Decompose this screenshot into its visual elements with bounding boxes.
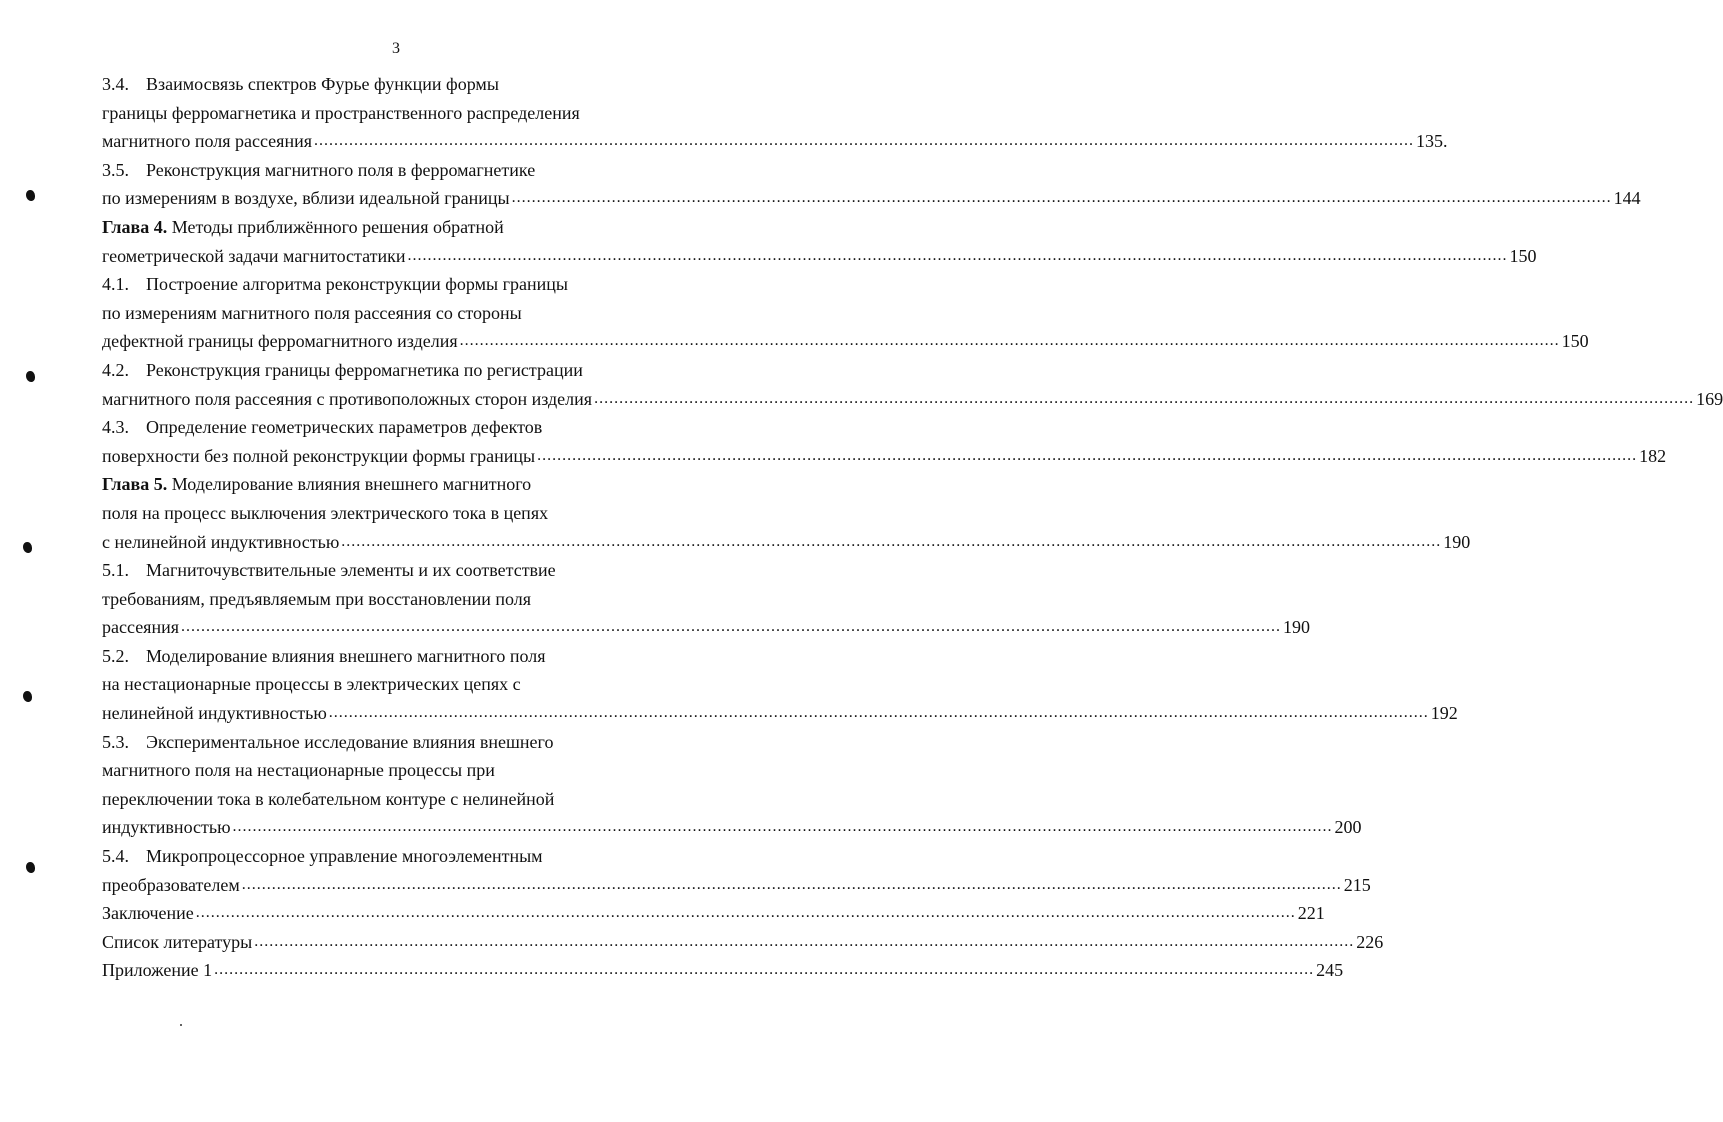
toc-line (102, 442, 1667, 471)
toc-line (102, 956, 1344, 985)
entry-text: поля на процесс выключения электрического тока в цепях (102, 502, 549, 523)
dot-leader: ............................................................................................................................................................................................................................ (594, 389, 1695, 407)
toc-line (102, 413, 718, 442)
page-ref: 221 (1297, 903, 1325, 924)
page-ref: 190 (1283, 617, 1311, 638)
dot-leader: ............................................................................................................................................................................................................................ (254, 932, 1355, 950)
dot-leader: ............................................................................................................................................................................................................................ (328, 704, 1429, 722)
toc-line (102, 613, 1311, 642)
toc-line (102, 728, 718, 757)
entry-title (102, 813, 231, 842)
entry-title (102, 184, 510, 213)
toc-line (102, 699, 1458, 728)
dot-leader: ............................................................................................................................................................................................................................ (241, 875, 1342, 893)
entry-title (146, 70, 499, 99)
entry-title (102, 871, 240, 900)
section-number: 3.5. (102, 159, 129, 180)
entry-text: границы ферромагнетика и пространственного распределения (102, 102, 580, 123)
entry-title (102, 299, 522, 328)
entry-title (102, 127, 312, 156)
page-ref: 190 (1443, 531, 1471, 552)
toc-line (102, 928, 1384, 957)
entry-text: поверхности без полной реконструкции формы границы (102, 445, 536, 466)
page-ref: 215 (1343, 874, 1371, 895)
entry-title (102, 442, 535, 471)
entry-text: Реконструкция границы ферромагнетика по регистрации (146, 359, 583, 380)
section-number: 4.3. (102, 417, 129, 438)
dot-leader: ............................................................................................................................................................................................................................ (232, 818, 1333, 836)
entry-text: Моделирование влияния внешнего магнитного поля (146, 645, 546, 666)
dot-leader: ............................................................................................................................................................................................................................ (195, 904, 1296, 922)
toc-line (102, 556, 718, 585)
scan-blot (26, 862, 35, 873)
entry-title (146, 642, 546, 671)
entry-text: Магниточувствительные элементы и их соответствие (146, 560, 556, 581)
toc-line (102, 842, 718, 871)
page-ref: 245 (1316, 960, 1344, 981)
toc-line (102, 499, 718, 528)
toc-line (102, 356, 718, 385)
page-ref: 144 (1613, 188, 1641, 209)
entry-title (102, 956, 212, 985)
section-number: 5.1. (102, 560, 129, 581)
page-ref: 150 (1561, 331, 1589, 352)
entry-title (102, 785, 554, 814)
toc-line (102, 385, 1723, 414)
chapter-label: Глава 4. (102, 216, 168, 237)
toc-line (102, 213, 718, 242)
entry-title (146, 556, 556, 585)
dot-leader: ............................................................................................................................................................................................................................ (459, 332, 1560, 350)
page-ref: 200 (1334, 817, 1362, 838)
toc-line (102, 813, 1362, 842)
entry-title (102, 528, 339, 557)
entry-text: Методы приближённого решения обратной (167, 216, 504, 237)
entry-text: нелинейной индуктивностью (102, 703, 327, 724)
toc-line (102, 670, 718, 699)
toc-line (102, 528, 1471, 557)
entry-text: преобразователем (102, 874, 240, 895)
entry-title (102, 242, 406, 271)
entry-text: Заключение (102, 903, 194, 924)
toc-line (102, 585, 718, 614)
page-ref: 169 (1696, 388, 1723, 409)
entry-text: Взаимосвязь спектров Фурье функции формы (146, 74, 499, 94)
page-ref: 226 (1356, 931, 1384, 952)
entry-text: индуктивностью (102, 817, 231, 838)
entry-title (102, 670, 521, 699)
entry-text: переключении тока в колебательном контуре с нелинейной (102, 788, 555, 809)
entry-text: Экспериментальное исследование влияния внешнего (146, 731, 554, 752)
section-number: 3.4. (102, 74, 129, 94)
toc-line (102, 899, 1325, 928)
dot-leader: ............................................................................................................................................................................................................................ (537, 446, 1638, 464)
scan-blot (23, 542, 32, 553)
page-ref: 150 (1509, 245, 1537, 266)
entry-text: Реконструкция магнитного поля в ферромагнетике (146, 159, 536, 180)
page-number: 3 (392, 40, 400, 57)
entry-text: магнитного поля рассеяния с противоположных сторон изделия (102, 388, 593, 409)
toc-line (102, 470, 718, 499)
scan-speck (180, 1024, 182, 1026)
entry-title (146, 728, 553, 757)
dot-leader: ............................................................................................................................................................................................................................ (181, 618, 1282, 636)
entry-title (102, 899, 194, 928)
page-ref: 192 (1430, 703, 1458, 724)
scan-blot (23, 691, 32, 702)
toc-line (102, 270, 718, 299)
section-number: 5.4. (102, 846, 129, 867)
entry-title (146, 413, 542, 442)
entry-text: Моделирование влияния внешнего магнитного (167, 474, 532, 495)
toc-line (102, 785, 718, 814)
entry-text: с нелинейной индуктивностью (102, 531, 340, 552)
toc-line (102, 642, 718, 671)
entry-text: Определение геометрических параметров дефектов (146, 417, 543, 438)
entry-text: на нестационарные процессы в электрических цепях с (102, 674, 521, 695)
page-ref: 135. (1416, 131, 1448, 152)
dot-leader: ............................................................................................................................................................................................................................ (314, 132, 1414, 150)
toc-line (102, 70, 718, 99)
entry-title (102, 585, 531, 614)
scan-blot (26, 371, 35, 382)
entry-title (102, 613, 179, 642)
entry-title (146, 270, 568, 299)
dot-leader: ............................................................................................................................................................................................................................ (511, 189, 1612, 207)
entry-title (102, 928, 252, 957)
entry-title (102, 470, 531, 499)
entry-text: магнитного поля рассеяния (102, 131, 312, 152)
entry-title (146, 356, 583, 385)
entry-text: Список литературы (102, 931, 253, 952)
entry-title (102, 327, 458, 356)
toc-line (102, 156, 718, 185)
section-number: 4.1. (102, 274, 129, 295)
toc-line (102, 99, 718, 128)
entry-title (102, 213, 504, 242)
entry-text: рассеяния (102, 617, 180, 638)
dot-leader: ............................................................................................................................................................................................................................ (341, 532, 1442, 550)
toc-line (102, 756, 718, 785)
entry-text: Приложение 1 (102, 960, 213, 981)
entry-title (102, 699, 327, 728)
toc-line (102, 871, 1371, 900)
entry-title (146, 156, 535, 185)
scan-blot (26, 190, 35, 201)
section-number: 5.2. (102, 645, 129, 666)
toc-line (102, 327, 1589, 356)
entry-text: по измерениям магнитного поля рассеяния со стороны (102, 302, 522, 323)
entry-text: дефектной границы ферромагнитного изделия (102, 331, 458, 352)
toc-line (102, 299, 718, 328)
toc-line (102, 184, 1641, 213)
entry-text: Микропроцессорное управление многоэлементным (146, 846, 543, 867)
dot-leader: ............................................................................................................................................................................................................................ (407, 246, 1508, 264)
entry-text: геометрической задачи магнитостатики (102, 245, 406, 266)
entry-text: магнитного поля на нестационарные процессы при (102, 760, 495, 781)
section-number: 5.3. (102, 731, 129, 752)
entry-text: требованиям, предъявляемым при восстановлении поля (102, 588, 532, 609)
chapter-label: Глава 5. (102, 474, 168, 495)
entry-title (146, 842, 543, 871)
entry-text: по измерениям в воздухе, вблизи идеальной границы (102, 188, 510, 209)
entry-title (102, 499, 548, 528)
entry-text: Построение алгоритма реконструкции формы границы (146, 274, 568, 295)
section-number: 4.2. (102, 359, 129, 380)
entry-title (102, 385, 592, 414)
entry-title (102, 99, 580, 128)
table-of-contents (102, 70, 1723, 985)
dot-leader: ............................................................................................................................................................................................................................ (214, 961, 1315, 979)
toc-line (102, 242, 1537, 271)
toc-line (102, 127, 1448, 156)
entry-title (102, 756, 495, 785)
page-ref: 182 (1639, 445, 1667, 466)
